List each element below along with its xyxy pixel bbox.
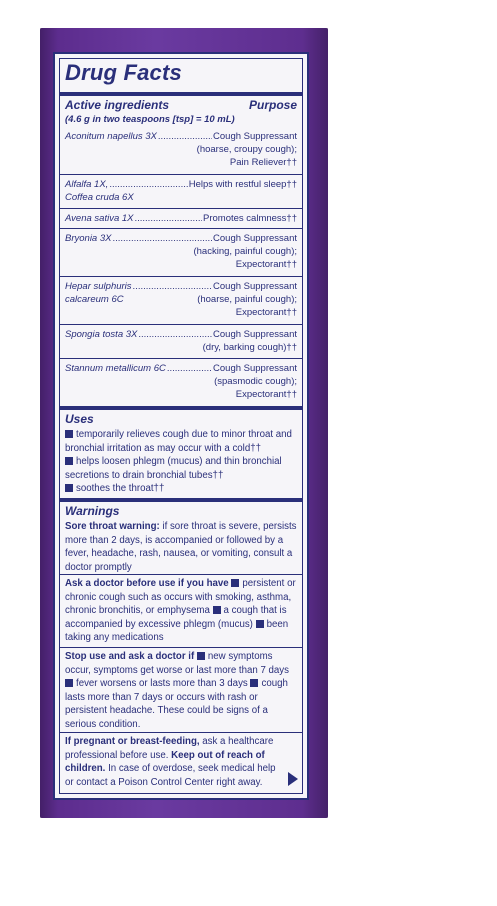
ingredient-detail: (hoarse, croupy cough);: [196, 144, 297, 155]
uses-item: helps loosen phlegm (mucus) and thin bronchial secretions to drain bronchial tubes††: [65, 456, 282, 481]
drug-facts-panel: [53, 52, 309, 800]
title-rule: [60, 92, 302, 96]
ingredient-purpose: Helps with restful sleep††: [188, 179, 297, 190]
pregnancy-warning: If pregnant or breast-feeding, ask a healthcare professional before use. Keep out of reach of children. In case of overdose, seek medical help or contact a Poison Control Center right away.: [65, 736, 276, 788]
ingredient-detail: Pain Reliever††: [229, 157, 297, 168]
purpose-heading: Purpose: [248, 98, 297, 112]
divider: [60, 208, 302, 209]
bullet-square-icon: [65, 484, 73, 492]
bullet-square-icon: [65, 457, 73, 465]
ingredient-purpose: Promotes calmness††: [203, 213, 297, 224]
uses-heading: Uses: [65, 412, 94, 426]
sore-throat-label: Sore throat warning:: [65, 521, 160, 532]
ingredient-detail: Expectorant††: [235, 259, 297, 270]
bullet-square-icon: [65, 430, 73, 438]
bullet-square-icon: [250, 679, 258, 687]
ingredient-row: [65, 362, 297, 401]
ingredient-row: [65, 232, 297, 271]
ingredient-row: [65, 328, 297, 354]
serving-size: (4.6 g in two teaspoons [tsp] = 10 mL): [65, 114, 235, 125]
divider: [60, 574, 302, 575]
uses-item: soothes the throat††: [65, 482, 297, 496]
divider: [60, 324, 302, 325]
ingredient-row: [65, 130, 297, 169]
ingredient-name: Coffea cruda 6X: [65, 192, 134, 203]
ingredient-name: Alfalfa 1X,: [65, 179, 109, 190]
bullet-square-icon: [213, 606, 221, 614]
ingredient-name: Spongia tosta 3X: [65, 329, 138, 340]
active-header: [65, 98, 297, 112]
panel-title: Drug Facts: [65, 60, 182, 85]
ingredient-name: Hepar sulphuris: [65, 281, 132, 292]
ingredient-purpose: Cough Suppressant: [213, 233, 297, 244]
ingredient-name: Stannum metallicum 6C: [65, 363, 166, 374]
bullet-square-icon: [231, 579, 239, 587]
ingredient-detail: (hacking, painful cough);: [193, 246, 297, 257]
bullet-square-icon: [197, 652, 205, 660]
ingredient-detail: (dry, barking cough)††: [202, 342, 297, 353]
ingredient-detail: Expectorant††: [235, 307, 297, 318]
ingredient-row: [65, 178, 297, 204]
uses-list: [65, 428, 297, 496]
divider: [60, 228, 302, 229]
sore-throat-warning: Sore throat warning: if sore throat is severe, persists more than 2 days, is accompanied or followed by a fever, headache, rash, nausea, or vomiting, consult a doctor promptly: [65, 521, 297, 573]
ingredient-name: Avena sativa 1X: [65, 213, 134, 224]
keep-out-of-reach-label: Keep out of reach of children.: [65, 749, 265, 775]
stop-use-warning: Stop use and ask a doctor if new symptoms occur, symptoms get worse or last more than 7 days fever worsens or lasts more than 3 days cough lasts more than 7 days or occurs with rash or persistent headache. These could be signs of a serious condition.: [65, 651, 289, 730]
ingredient-purpose: Cough Suppressant: [213, 131, 297, 142]
ingredient-row: [65, 212, 297, 225]
ask-doctor-label: Ask a doctor before use if you have: [65, 578, 229, 589]
uses-item: temporarily relieves cough due to minor throat and bronchial irritation as may occur with a cold††: [65, 429, 292, 454]
continue-arrow-icon: [288, 772, 298, 786]
warnings-heading: Warnings: [65, 504, 120, 518]
ingredient-detail: (spasmodic cough);: [214, 376, 297, 387]
divider: [60, 276, 302, 277]
section-rule: [60, 498, 302, 502]
divider: [60, 358, 302, 359]
ingredient-purpose: Cough Suppressant: [213, 363, 297, 374]
ingredient-name: Bryonia 3X: [65, 233, 112, 244]
pregnancy-label: If pregnant or breast-feeding,: [65, 736, 200, 747]
ask-doctor-warning: Ask a doctor before use if you have persistent or chronic cough such as occurs with smoking, asthma, chronic bronchitis, or emphysema a cough that is accompanied by excessive phlegm (mucus) been taking any medications: [65, 578, 296, 644]
section-rule: [60, 406, 302, 410]
divider: [60, 732, 302, 733]
bullet-square-icon: [256, 620, 264, 628]
bullet-square-icon: [65, 679, 73, 687]
ingredient-purpose: Cough Suppressant: [213, 281, 297, 292]
ingredient-purpose: Cough Suppressant: [213, 329, 297, 340]
ingredient-row: [65, 280, 297, 319]
ingredient-name: calcareum 6C: [65, 294, 124, 305]
stop-use-label: Stop use and ask a doctor if: [65, 651, 195, 662]
ingredient-name: Aconitum napellus 3X: [65, 131, 157, 142]
divider: [60, 647, 302, 648]
active-ingredients-heading: Active ingredients: [65, 98, 170, 112]
divider: [60, 174, 302, 175]
ingredient-detail: Expectorant††: [235, 389, 297, 400]
ingredient-detail: (hoarse, painful cough);: [197, 294, 297, 305]
